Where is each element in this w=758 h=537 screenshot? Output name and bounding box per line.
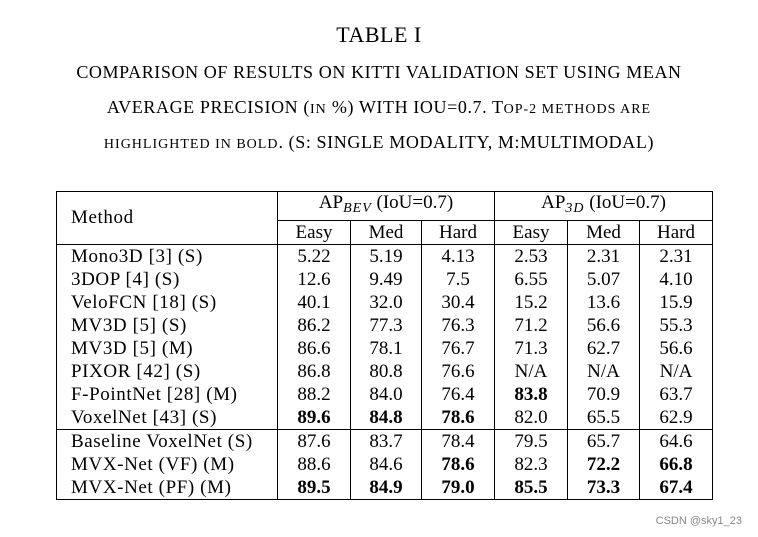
table-row [57, 406, 713, 430]
row-value: 78.6 [422, 406, 495, 430]
row-method: VeloFCN [18] (S) [57, 291, 278, 314]
row-value: 56.6 [568, 314, 640, 337]
row-value: 88.6 [278, 453, 351, 476]
row-value: 76.3 [422, 314, 495, 337]
row-value: 71.2 [495, 314, 568, 337]
row-value: 88.2 [278, 383, 351, 406]
caption-text: . (S: SINGLE MODALITY, M:MULTIMODAL) [278, 132, 655, 152]
header-method: Method [57, 192, 278, 245]
row-value: 78.4 [422, 430, 495, 454]
row-value: 66.8 [640, 453, 713, 476]
row-method: MV3D [5] (M) [57, 337, 278, 360]
row-value: 84.0 [351, 383, 422, 406]
header-group-bev [278, 192, 495, 221]
row-value: 15.2 [495, 291, 568, 314]
caption-line-2 [0, 97, 758, 118]
header-col-0: Easy [278, 221, 351, 245]
header-text: (IoU=0.7) [584, 192, 666, 213]
row-value: 65.5 [568, 406, 640, 430]
row-method: MV3D [5] (S) [57, 314, 278, 337]
header-subscript: 3D [565, 201, 585, 216]
row-value: 79.5 [495, 430, 568, 454]
table-row [57, 268, 713, 291]
header-col-4: Med [568, 221, 640, 245]
row-value: 71.3 [495, 337, 568, 360]
row-value: 86.6 [278, 337, 351, 360]
table-row [57, 337, 713, 360]
row-method: 3DOP [4] (S) [57, 268, 278, 291]
row-value: 30.4 [422, 291, 495, 314]
table-row [57, 430, 713, 454]
row-value: 72.2 [568, 453, 640, 476]
header-col-1: Med [351, 221, 422, 245]
row-method: VoxelNet [43] (S) [57, 406, 278, 430]
row-value: 84.6 [351, 453, 422, 476]
row-value: 85.5 [495, 476, 568, 500]
table-body-group-2 [57, 430, 713, 500]
row-value: N/A [568, 360, 640, 383]
caption-line-3 [0, 132, 758, 153]
caption-smallcaps: IN [309, 102, 327, 117]
row-value: 56.6 [640, 337, 713, 360]
results-table [56, 191, 713, 500]
caption-smallcaps: OP-2 METHODS ARE [503, 102, 652, 117]
table-row [57, 314, 713, 337]
table-body-group-1 [57, 245, 713, 430]
row-value: 83.7 [351, 430, 422, 454]
row-value: 32.0 [351, 291, 422, 314]
watermark: CSDN @sky1_23 [655, 515, 742, 527]
header-text: (IoU=0.7) [371, 192, 454, 213]
row-value: 83.8 [495, 383, 568, 406]
table-row [57, 383, 713, 406]
table-row [57, 360, 713, 383]
table-header [57, 192, 713, 245]
header-group-3d [495, 192, 713, 221]
row-value: 86.2 [278, 314, 351, 337]
row-value: 64.6 [640, 430, 713, 454]
row-value: 77.3 [351, 314, 422, 337]
row-value: 82.3 [495, 453, 568, 476]
row-value: 7.5 [422, 268, 495, 291]
row-method: MVX-Net (VF) (M) [57, 453, 278, 476]
row-value: 40.1 [278, 291, 351, 314]
row-value: 6.55 [495, 268, 568, 291]
table-row [57, 476, 713, 500]
row-value: 63.7 [640, 383, 713, 406]
row-method: F-PointNet [28] (M) [57, 383, 278, 406]
row-value: 5.19 [351, 245, 422, 269]
table-row [57, 453, 713, 476]
row-value: 2.31 [568, 245, 640, 269]
row-value: 73.3 [568, 476, 640, 500]
row-value: 5.07 [568, 268, 640, 291]
row-value: 82.0 [495, 406, 568, 430]
row-value: 89.6 [278, 406, 351, 430]
row-value: 78.1 [351, 337, 422, 360]
row-method: PIXOR [42] (S) [57, 360, 278, 383]
row-value: 78.6 [422, 453, 495, 476]
row-method: Mono3D [3] (S) [57, 245, 278, 269]
row-value: 62.7 [568, 337, 640, 360]
table-row [57, 245, 713, 269]
table-title: TABLE I [336, 22, 422, 47]
header-text: AP [318, 192, 344, 213]
row-value: 9.49 [351, 268, 422, 291]
row-value: 65.7 [568, 430, 640, 454]
row-value: 84.9 [351, 476, 422, 500]
row-value: 4.10 [640, 268, 713, 291]
row-value: 55.3 [640, 314, 713, 337]
header-subscript: BEV [343, 201, 372, 216]
caption-smallcaps: HIGHLIGHTED IN BOLD [103, 137, 279, 152]
row-method: Baseline VoxelNet (S) [57, 430, 278, 454]
row-value: 70.9 [568, 383, 640, 406]
row-value: 87.6 [278, 430, 351, 454]
row-value: N/A [495, 360, 568, 383]
caption-text: %) WITH IOU=0.7. T [326, 97, 504, 117]
caption-line-1: COMPARISON OF RESULTS ON KITTI VALIDATION SET USING MEAN [76, 62, 682, 82]
row-value: 2.31 [640, 245, 713, 269]
row-value: 62.9 [640, 406, 713, 430]
row-value: 13.6 [568, 291, 640, 314]
row-value: 5.22 [278, 245, 351, 269]
row-value: N/A [640, 360, 713, 383]
row-value: 80.8 [351, 360, 422, 383]
row-value: 79.0 [422, 476, 495, 500]
row-value: 86.8 [278, 360, 351, 383]
table-row [57, 291, 713, 314]
header-col-5: Hard [640, 221, 713, 245]
header-text: AP [541, 192, 566, 213]
row-method: MVX-Net (PF) (M) [57, 476, 278, 500]
row-value: 15.9 [640, 291, 713, 314]
row-value: 76.4 [422, 383, 495, 406]
row-value: 67.4 [640, 476, 713, 500]
row-value: 89.5 [278, 476, 351, 500]
header-col-3: Easy [495, 221, 568, 245]
row-value: 76.6 [422, 360, 495, 383]
row-value: 76.7 [422, 337, 495, 360]
row-value: 4.13 [422, 245, 495, 269]
row-value: 2.53 [495, 245, 568, 269]
header-col-2: Hard [422, 221, 495, 245]
caption-text: AVERAGE PRECISION ( [106, 97, 310, 117]
row-value: 12.6 [278, 268, 351, 291]
row-value: 84.8 [351, 406, 422, 430]
